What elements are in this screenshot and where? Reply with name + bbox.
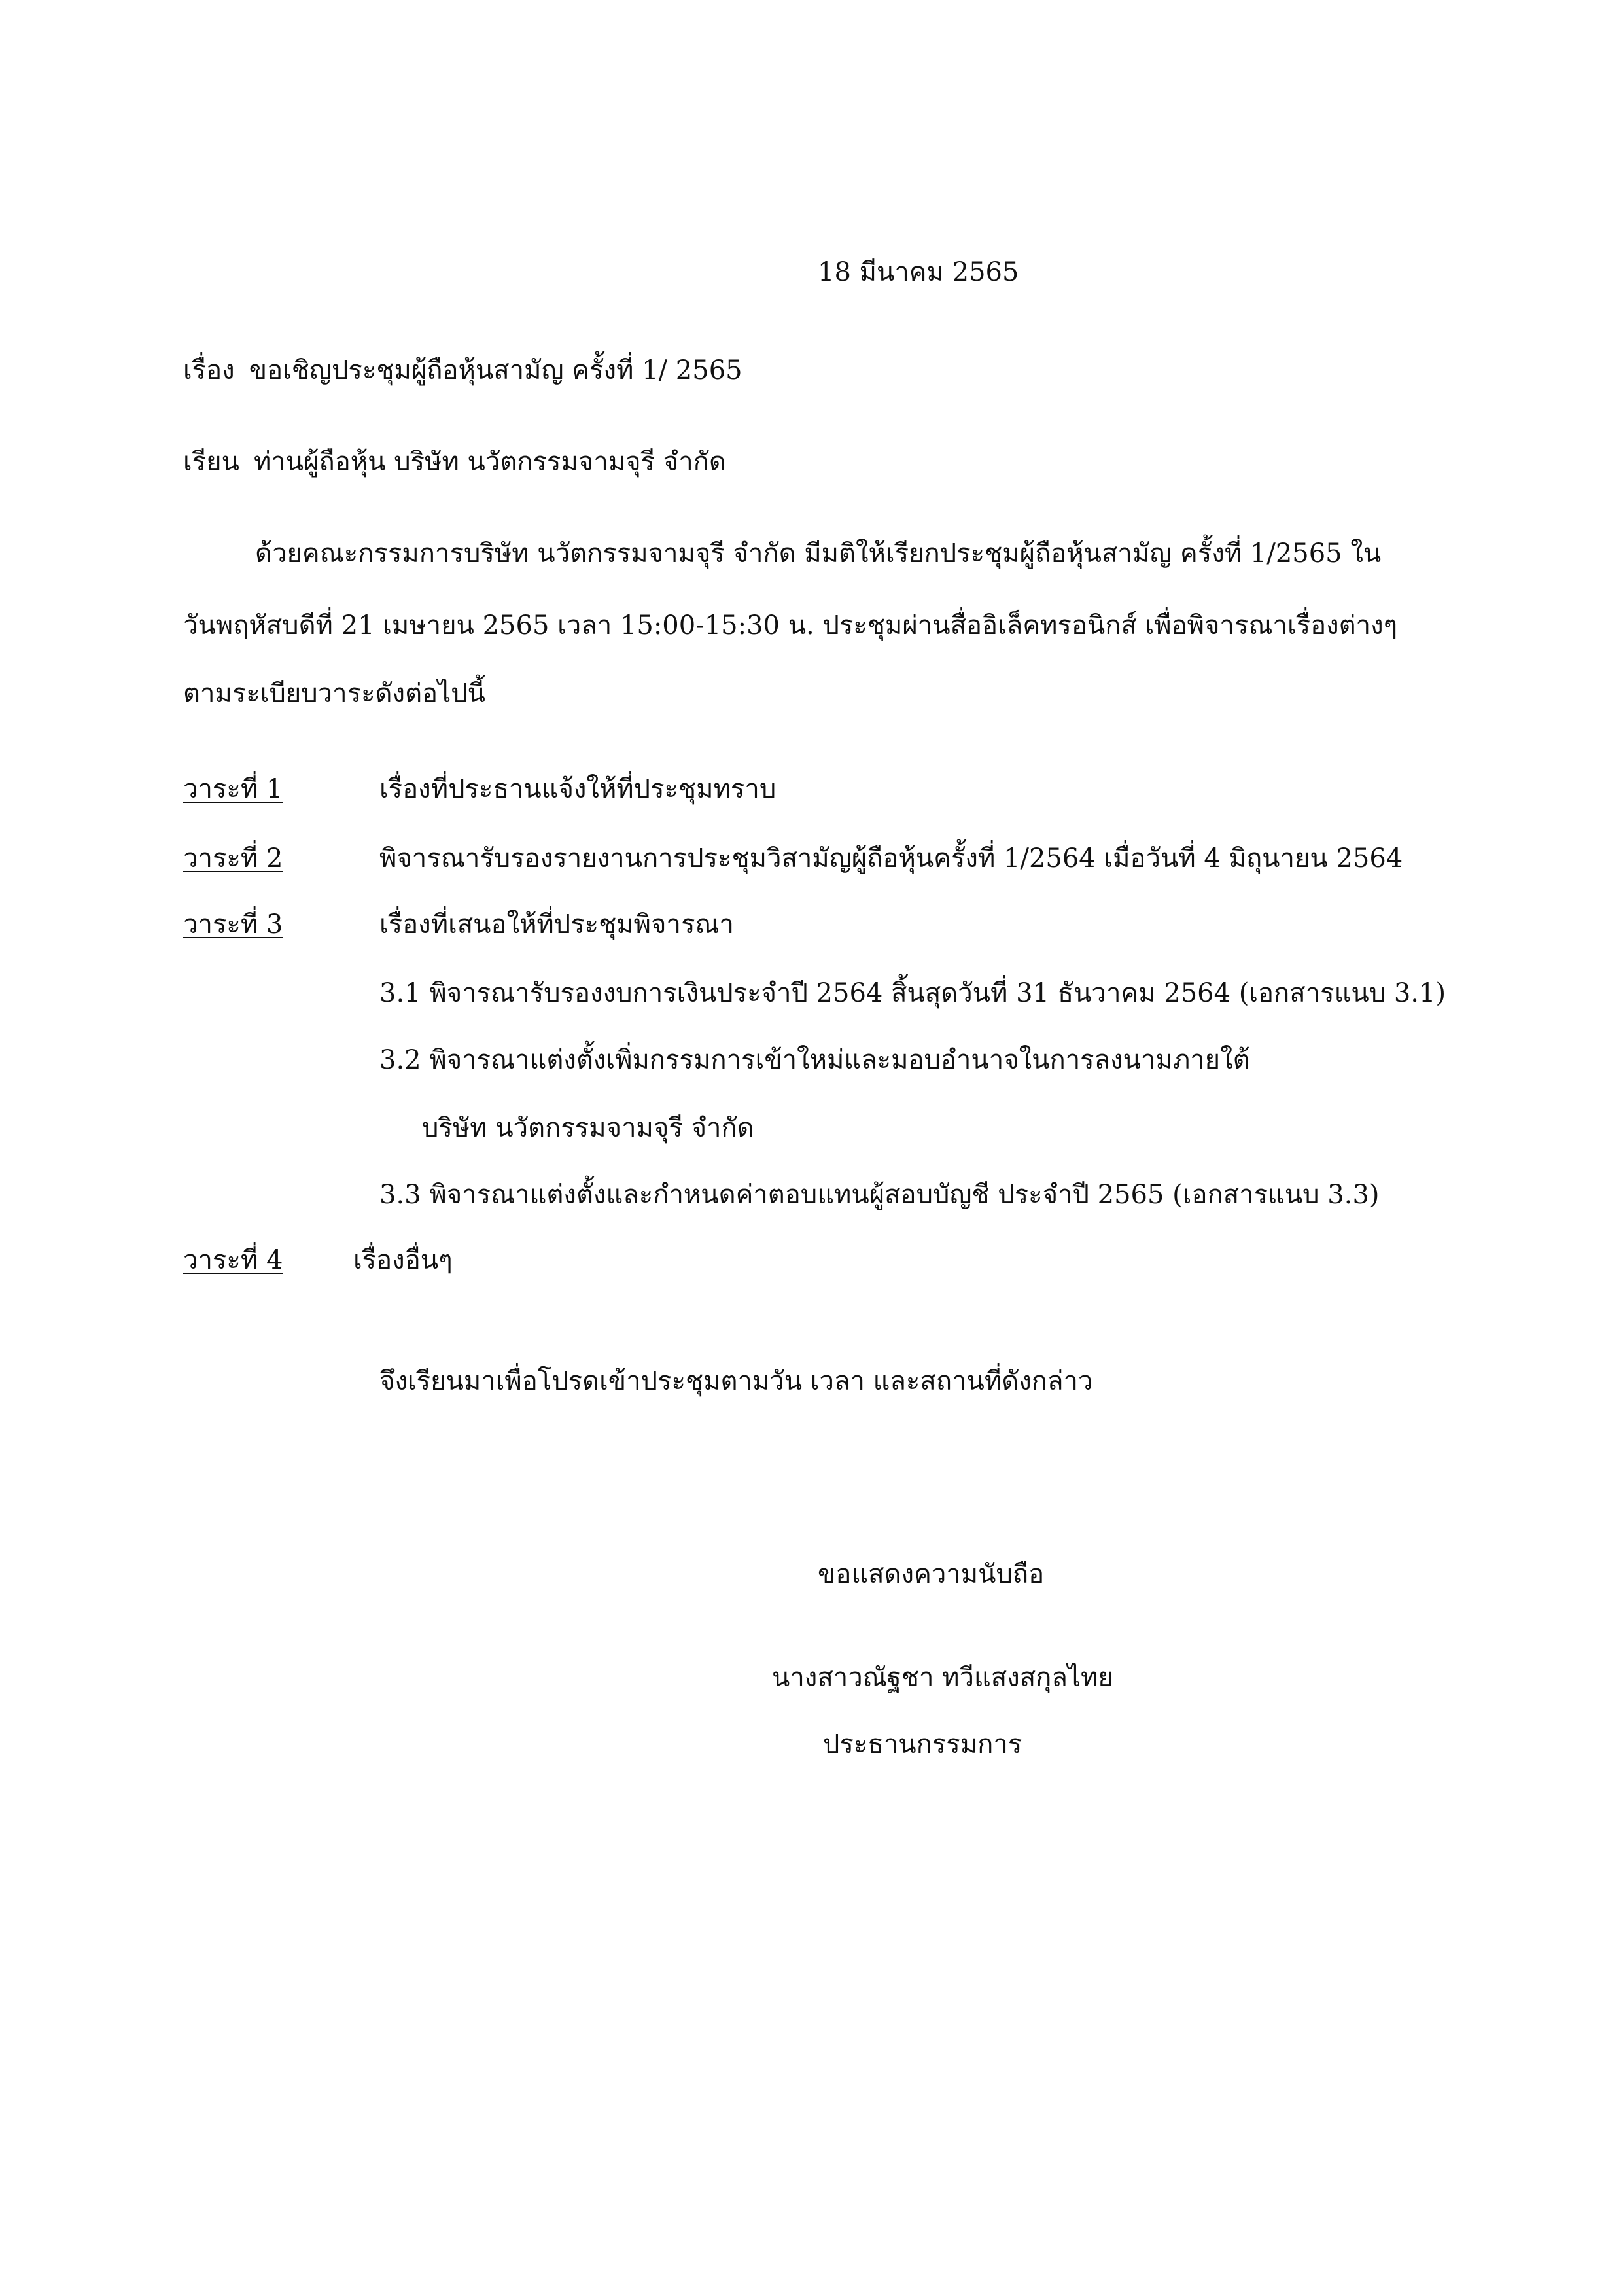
agenda-3-label: วาระที่ 3 — [183, 910, 283, 940]
intro-line-3: ตามระเบียบวาระดังต่อไปนี้ — [183, 679, 485, 709]
agenda-3-1: 3.1 พิจารณารับรองงบการเงินประจำปี 2564 สิ้นสุดวันที่ 31 ธันวาคม 2564 (เอกสารแนบ 3.1) — [379, 978, 1446, 1008]
signature-name: นางสาวณัฐชา ทวีแสงสกุลไทย — [772, 1663, 1113, 1693]
signature-title: ประธานกรรมการ — [823, 1729, 1022, 1759]
recipient-line — [183, 444, 726, 480]
agenda-2-label: วาระที่ 2 — [183, 843, 283, 874]
agenda-3-3: 3.3 พิจารณาแต่งตั้งและกำหนดค่าตอบแทนผู้สอบบัญชี ประจำปี 2565 (เอกสารแนบ 3.3) — [379, 1180, 1380, 1210]
letter-date: 18 มีนาคม 2565 — [818, 257, 1019, 287]
agenda-3-2-line-1: 3.2 พิจารณาแต่งตั้งเพิ่มกรรมการเข้าใหม่และมอบอำนาจในการลงนามภายใต้ — [379, 1045, 1250, 1075]
subject-line — [183, 352, 742, 389]
agenda-3-2-line-2: บริษัท นวัตกรรมจามจุรี จำกัด — [422, 1113, 754, 1143]
agenda-4-label: วาระที่ 4 — [183, 1245, 283, 1275]
intro-line-1: ด้วยคณะกรรมการบริษัท นวัตกรรมจามจุรี จำกัด มีมติให้เรียกประชุมผู้ถือหุ้นสามัญ ครั้งที่ 1/2565 ใน — [255, 539, 1382, 569]
agenda-2-text: พิจารณารับรองรายงานการประชุมวิสามัญผู้ถือหุ้นครั้งที่ 1/2564 เมื่อวันที่ 4 มิถุนายน 2564 — [379, 843, 1403, 874]
closing-sentence: จึงเรียนมาเพื่อโปรดเข้าประชุมตามวัน เวลา และสถานที่ดังกล่าว — [379, 1366, 1093, 1396]
intro-line-2: วันพฤหัสบดีที่ 21 เมษายน 2565 เวลา 15:00-15:30 น. ประชุมผ่านสื่ออิเล็คทรอนิกส์ เพื่อพิจารณาเรื่องต่างๆ — [183, 610, 1398, 641]
agenda-1-label: วาระที่ 1 — [183, 774, 283, 804]
signature-regards: ขอแสดงความนับถือ — [818, 1559, 1045, 1589]
agenda-1-text: เรื่องที่ประธานแจ้งให้ที่ประชุมทราบ — [379, 774, 777, 804]
agenda-3-text: เรื่องที่เสนอให้ที่ประชุมพิจารณา — [379, 910, 734, 940]
agenda-4-text: เรื่องอื่นๆ — [353, 1245, 453, 1275]
subject-label: เรื่อง — [183, 355, 235, 385]
recipient-label: เรียน — [183, 447, 239, 477]
subject-text: ขอเชิญประชุมผู้ถือหุ้นสามัญ ครั้งที่ 1/ 2565 — [249, 355, 742, 385]
recipient-text: ท่านผู้ถือหุ้น บริษัท นวัตกรรมจามจุรี จำกัด — [253, 447, 726, 477]
